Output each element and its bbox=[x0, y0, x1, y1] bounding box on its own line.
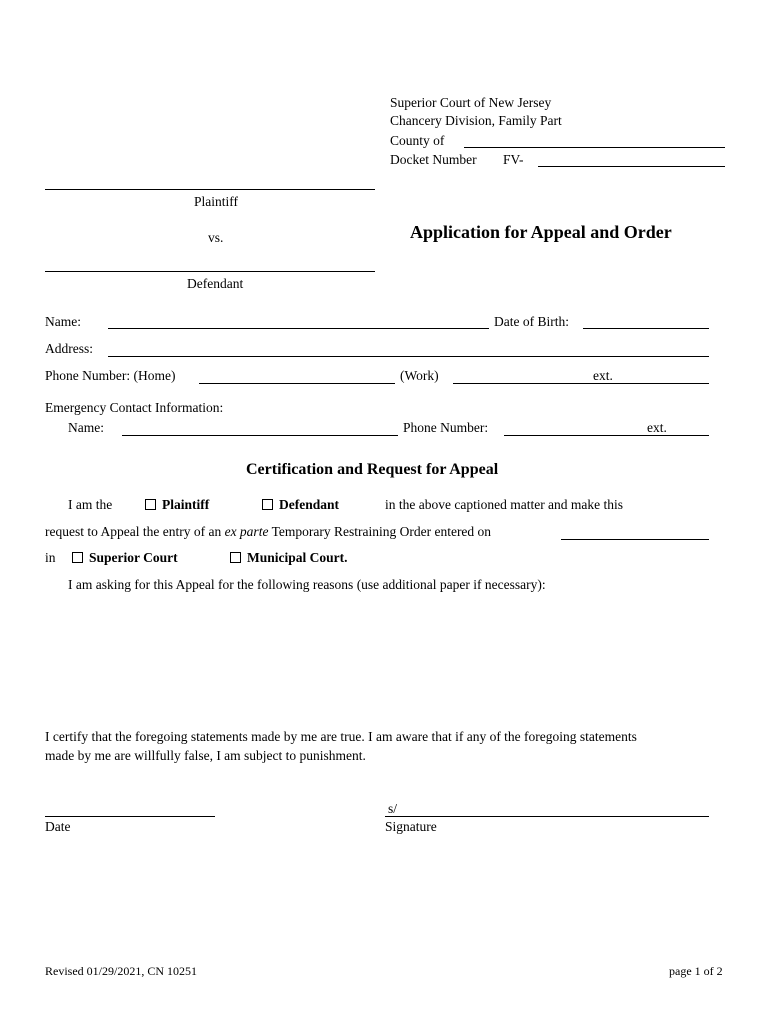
line2-start: request to Appeal the entry of an bbox=[45, 524, 222, 539]
emergency-phone-field[interactable] bbox=[504, 435, 709, 436]
dob-field[interactable] bbox=[583, 328, 709, 329]
dob-label: Date of Birth: bbox=[494, 314, 569, 329]
defendant-checkbox[interactable] bbox=[262, 499, 273, 510]
i-am-the-label: I am the bbox=[68, 497, 113, 512]
signature-prefix: s/ bbox=[388, 801, 398, 816]
emergency-contact-label: Emergency Contact Information: bbox=[45, 400, 224, 415]
certification-line1-tail: in the above captioned matter and make this bbox=[385, 497, 624, 512]
certification-line2 bbox=[45, 524, 491, 540]
defendant-option-label: Defendant bbox=[279, 497, 339, 512]
home-phone-label: Phone Number: (Home) bbox=[45, 368, 176, 383]
docket-label: Docket Number bbox=[390, 152, 477, 167]
line2-end: Temporary Restraining Order entered on bbox=[271, 524, 492, 539]
plaintiff-label: Plaintiff bbox=[194, 194, 239, 209]
court-name: Superior Court of New Jersey bbox=[390, 95, 552, 110]
work-phone-label: (Work) bbox=[400, 368, 439, 383]
docket-prefix: FV- bbox=[503, 152, 524, 167]
work-phone-field[interactable] bbox=[453, 383, 709, 384]
municipal-court-text: Municipal Court bbox=[247, 550, 345, 565]
municipal-period: . bbox=[344, 550, 348, 565]
date-label: Date bbox=[45, 819, 71, 834]
superior-court-label: Superior Court bbox=[89, 550, 178, 565]
emergency-name-label: Name: bbox=[68, 420, 104, 435]
superior-court-checkbox[interactable] bbox=[72, 552, 83, 563]
reasons-prompt: I am asking for this Appeal for the following reasons (use additional paper if necessary): bbox=[68, 577, 546, 592]
work-ext-label: ext. bbox=[593, 368, 613, 383]
address-field[interactable] bbox=[108, 356, 709, 357]
reasons-area[interactable] bbox=[45, 598, 709, 716]
emergency-ext-label: ext. bbox=[647, 420, 667, 435]
in-label: in bbox=[45, 550, 56, 565]
vs-label: vs. bbox=[208, 230, 224, 245]
page-title: Application for Appeal and Order bbox=[410, 222, 672, 242]
plaintiff-name-field[interactable] bbox=[45, 189, 375, 190]
order-date-field[interactable] bbox=[561, 539, 709, 540]
address-label: Address: bbox=[45, 341, 93, 356]
signature-label: Signature bbox=[385, 819, 437, 834]
revision-note: Revised 01/29/2021, CN 10251 bbox=[45, 964, 197, 978]
municipal-court-checkbox[interactable] bbox=[230, 552, 241, 563]
name-field[interactable] bbox=[108, 328, 489, 329]
defendant-label: Defendant bbox=[187, 276, 244, 291]
county-field[interactable] bbox=[464, 147, 725, 148]
certification-heading: Certification and Request for Appeal bbox=[246, 461, 499, 478]
statement-line2: made by me are willfully false, I am subject to punishment. bbox=[45, 748, 366, 763]
signature-field[interactable] bbox=[385, 816, 709, 817]
emergency-name-field[interactable] bbox=[122, 435, 398, 436]
date-field[interactable] bbox=[45, 816, 215, 817]
page-number: page 1 of 2 bbox=[669, 964, 723, 978]
ex-parte-text: ex parte bbox=[224, 524, 269, 539]
name-label: Name: bbox=[45, 314, 81, 329]
docket-number-field[interactable] bbox=[538, 166, 725, 167]
emergency-phone-label: Phone Number: bbox=[403, 420, 489, 435]
plaintiff-checkbox[interactable] bbox=[145, 499, 156, 510]
plaintiff-option-label: Plaintiff bbox=[162, 497, 210, 512]
municipal-court-label bbox=[247, 550, 348, 566]
court-division: Chancery Division, Family Part bbox=[390, 113, 562, 128]
home-phone-field[interactable] bbox=[199, 383, 395, 384]
county-label: County of bbox=[390, 133, 445, 148]
defendant-name-field[interactable] bbox=[45, 271, 375, 272]
statement-line1: I certify that the foregoing statements made by me are true. I am aware that if any of the foregoing statements bbox=[45, 729, 637, 744]
